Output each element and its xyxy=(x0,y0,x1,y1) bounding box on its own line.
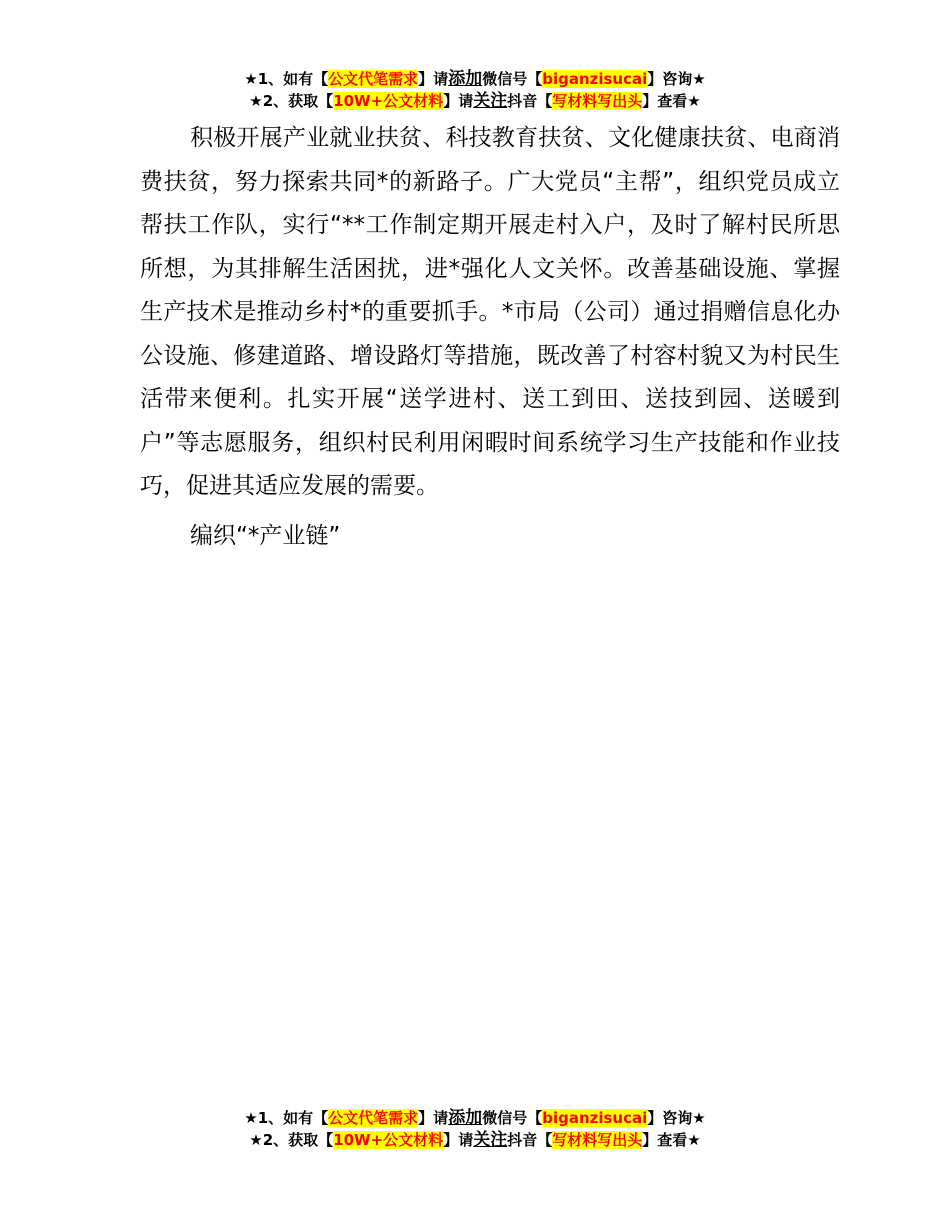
banner-text: ★1、如有【 xyxy=(244,70,329,88)
banner-text: 】请 xyxy=(443,1131,474,1149)
banner-line-1 xyxy=(0,68,950,90)
banner-text: 微信号【 xyxy=(482,70,543,88)
banner-text: 】请 xyxy=(443,92,474,110)
underlined-word: 关注 xyxy=(473,91,508,111)
section-heading: 编织“*产业链” xyxy=(190,522,341,549)
banner-text: 】查看★ xyxy=(642,92,701,110)
underlined-word: 添加 xyxy=(448,69,483,89)
banner-text: 抖音【 xyxy=(507,1131,553,1149)
highlight-service: 公文代笔需求 xyxy=(328,70,419,88)
banner-text: 微信号【 xyxy=(482,1109,543,1127)
underlined-word: 关注 xyxy=(473,1130,508,1150)
highlight-douyin-account: 写材料写出头 xyxy=(552,1131,643,1149)
banner-text: ★1、如有【 xyxy=(244,1109,329,1127)
banner-line-1 xyxy=(0,1107,950,1129)
banner-text: 】咨询★ xyxy=(647,1109,706,1127)
banner-text: ★2、获取【 xyxy=(249,92,334,110)
banner-line-2 xyxy=(0,1129,950,1151)
banner-text: 】查看★ xyxy=(642,1131,701,1149)
footer-banner xyxy=(0,1107,950,1151)
highlight-service: 公文代笔需求 xyxy=(328,1109,419,1127)
highlight-materials: 10W+公文材料 xyxy=(333,1131,444,1149)
body-paragraph: 积极开展产业就业扶贫、科技教育扶贫、文化健康扶贫、电商消费扶贫，努力探索共同*的新路子。广大党员“主帮”，组织党员成立帮扶工作队，实行“**工作制定期开展走村入户，及时了解村民所思所想，为其排解生活困扰，进*强化人文关怀。改善基础设施、掌握生产技术是推动乡村*的重要抓手。*市局（公司）通过捐赠信息化办公设施、修建道路、增设路灯等措施，既改善了村容村貌又为村民生活带来便利。扎实开展“送学进村、送工到田、送技到园、送暖到户”等志愿服务，组织村民利用闲暇时间系统学习生产技能和作业技巧，促进其适应发展的需要。 xyxy=(140,125,840,499)
highlight-wechat-id: biganzisucai xyxy=(542,1109,648,1127)
highlight-materials: 10W+公文材料 xyxy=(333,92,444,110)
underlined-word: 添加 xyxy=(448,1108,483,1128)
highlight-wechat-id: biganzisucai xyxy=(542,70,648,88)
banner-text: ★2、获取【 xyxy=(249,1131,334,1149)
banner-text: 抖音【 xyxy=(507,92,553,110)
highlight-douyin-account: 写材料写出头 xyxy=(552,92,643,110)
document-body xyxy=(140,117,840,558)
banner-text: 】请 xyxy=(418,1109,449,1127)
banner-line-2 xyxy=(0,90,950,112)
header-banner xyxy=(0,68,950,112)
banner-text: 】咨询★ xyxy=(647,70,706,88)
banner-text: 】请 xyxy=(418,70,449,88)
